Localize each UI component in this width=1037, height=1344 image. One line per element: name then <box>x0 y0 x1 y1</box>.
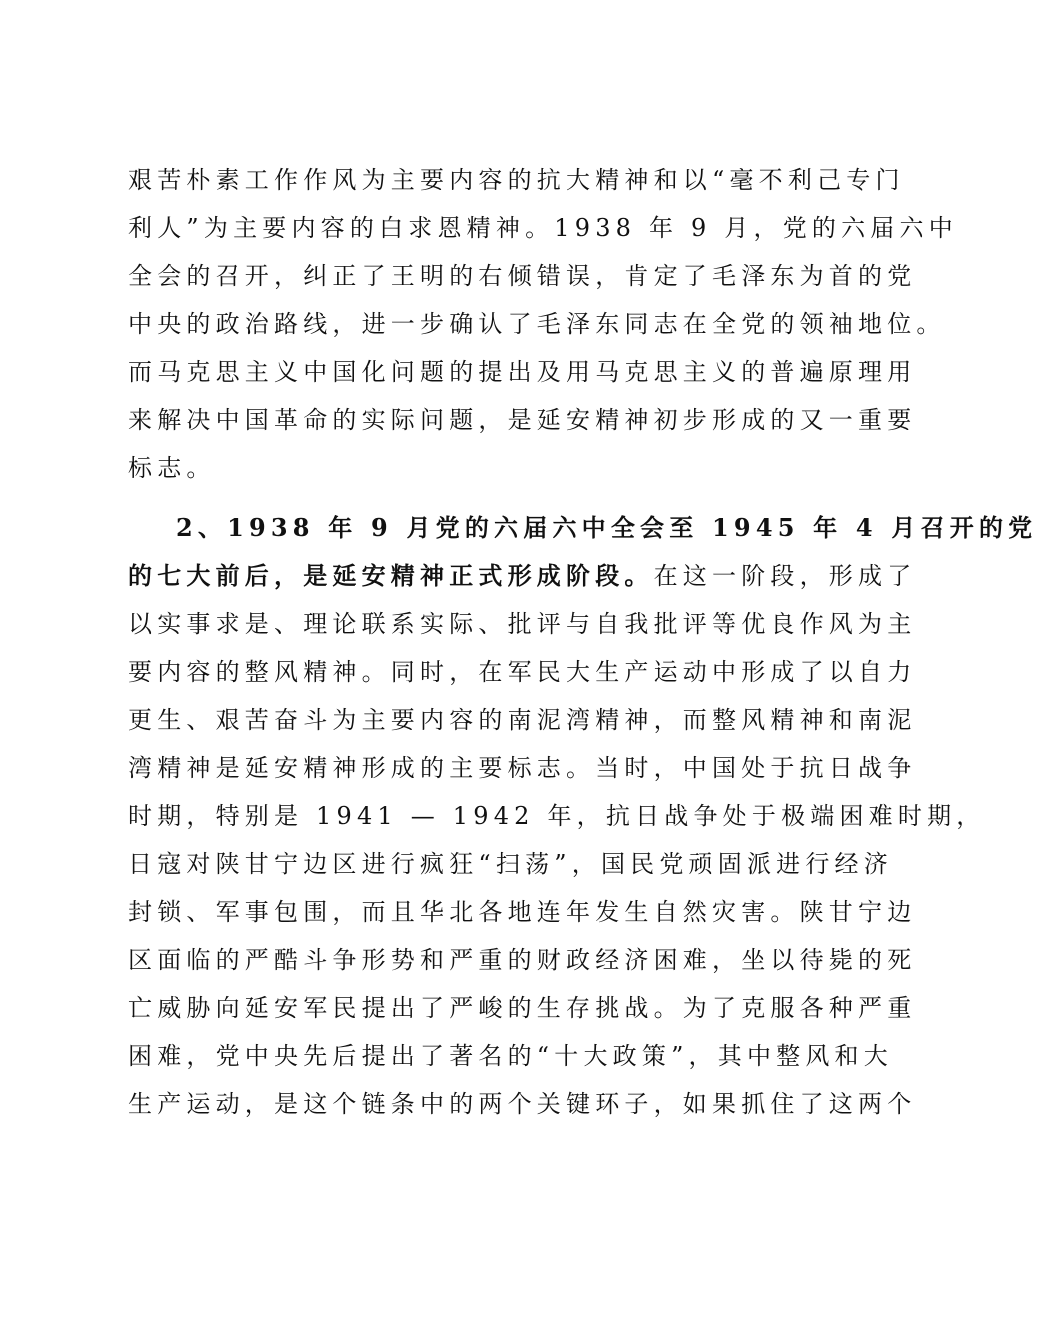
paragraph2-line-2-rest: 在这一阶段，形成了 <box>653 562 917 590</box>
paragraph2-line-5: 更生、艰苦奋斗为主要内容的南泥湾精神，而整风精神和南泥 <box>128 706 917 734</box>
paragraph2-line-3: 以实事求是、理论联系实际、批评与自我批评等优良作风为主 <box>128 610 917 638</box>
paragraph1-line-3: 全会的召开，纠正了王明的右倾错误，肯定了毛泽东为首的党 <box>128 262 917 290</box>
paragraph1-line-2: 利人”为主要内容的白求恩精神。1938 年 9 月，党的六届六中 <box>128 214 958 242</box>
paragraph1-line-5: 而马克思主义中国化问题的提出及用马克思主义的普遍原理用 <box>128 358 917 386</box>
paragraph1-line-4: 中央的政治路线，进一步确认了毛泽东同志在全党的领袖地位。 <box>128 310 946 338</box>
paragraph2-line-8: 日寇对陕甘宁边区进行疯狂“扫荡”，国民党顽固派进行经济 <box>128 850 893 878</box>
paragraph2-line-6: 湾精神是延安精神形成的主要标志。当时，中国处于抗日战争 <box>128 754 917 782</box>
paragraph2-line-4: 要内容的整风精神。同时，在军民大生产运动中形成了以自力 <box>128 658 917 686</box>
paragraph1-line-7: 标志。 <box>128 454 216 482</box>
paragraph2-heading-line-2: 的七大前后，是延安精神正式形成阶段。 <box>128 561 654 590</box>
paragraph2-line-9: 封锁、军事包围，而且华北各地连年发生自然灾害。陕甘宁边 <box>128 898 917 926</box>
paragraph2-line-11: 亡威胁向延安军民提出了严峻的生存挑战。为了克服各种严重 <box>128 994 917 1022</box>
paragraph2-line-2 <box>128 556 917 596</box>
paragraph1-line-1: 艰苦朴素工作作风为主要内容的抗大精神和以“毫不利己专门 <box>128 166 905 194</box>
paragraph1-line-6: 来解决中国革命的实际问题，是延安精神初步形成的又一重要 <box>128 406 917 434</box>
paragraph2-line-12: 困难，党中央先后提出了著名的“十大政策”，其中整风和大 <box>128 1042 893 1070</box>
paragraph2-line-7: 时期，特别是 1941 — 1942 年，抗日战争处于极端困难时期， <box>128 802 986 830</box>
paragraph2-heading-line-1: 2、1938 年 9 月党的六届六中全会至 1945 年 4 月召开的党 <box>176 513 1037 542</box>
paragraph2-line-10: 区面临的严酷斗争形势和严重的财政经济困难，坐以待毙的死 <box>128 946 917 974</box>
paragraph2-line-13: 生产运动，是这个链条中的两个关键环子，如果抓住了这两个 <box>128 1090 917 1118</box>
